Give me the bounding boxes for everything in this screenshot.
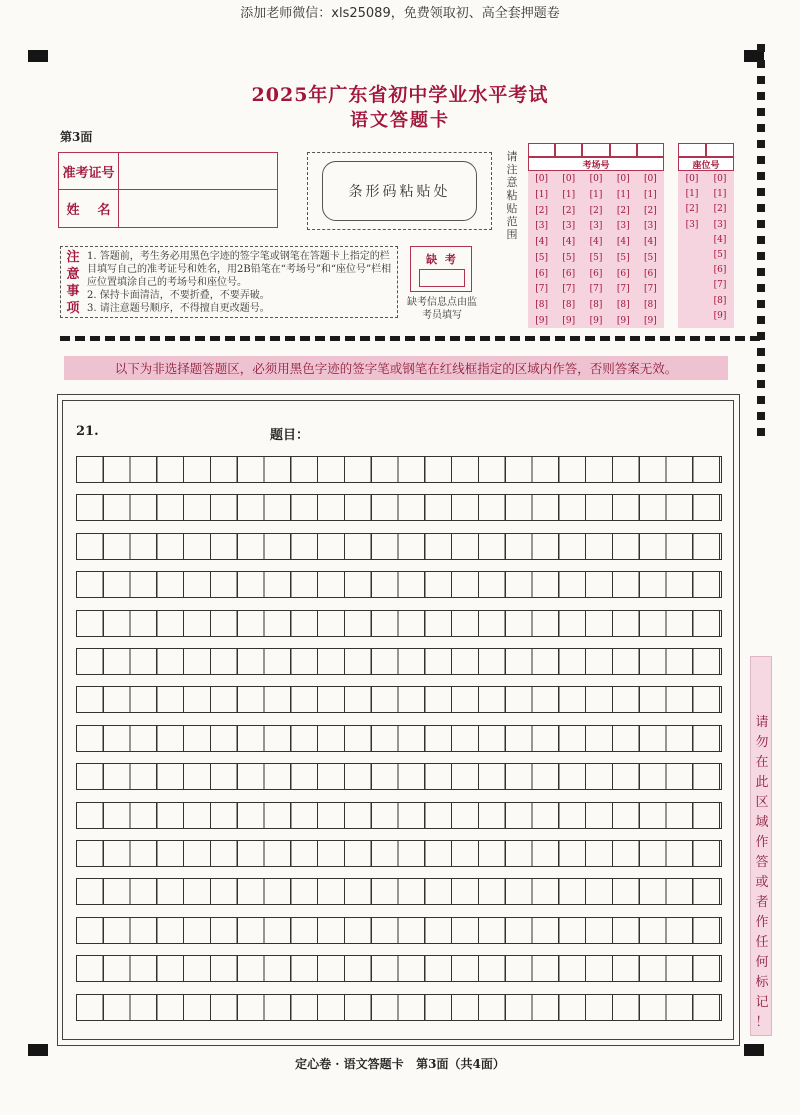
grid-row[interactable] bbox=[76, 763, 722, 790]
side-warning-char: 或 bbox=[755, 875, 769, 890]
grid-row[interactable] bbox=[76, 571, 722, 598]
digit-bubble[interactable]: [6] bbox=[562, 268, 576, 279]
timing-track-right bbox=[757, 44, 765, 444]
grid-row[interactable] bbox=[76, 840, 722, 867]
grid-row[interactable] bbox=[76, 456, 722, 483]
digit-bubble[interactable]: [1] bbox=[589, 189, 603, 200]
barcode-area bbox=[307, 152, 492, 230]
digit-bubble[interactable]: [7] bbox=[713, 280, 727, 291]
barcode-label: 条形码粘贴处 bbox=[322, 161, 477, 221]
digit-bubble[interactable]: [4] bbox=[616, 237, 630, 248]
digit-bubble[interactable]: [1] bbox=[685, 189, 699, 200]
digit-bubble[interactable]: [3] bbox=[685, 219, 699, 230]
grid-row[interactable] bbox=[76, 648, 722, 675]
digit-bubble[interactable]: [2] bbox=[644, 205, 657, 216]
digit-bubble[interactable]: [4] bbox=[535, 237, 548, 248]
question-number: 21. bbox=[76, 424, 99, 439]
side-warning-char: 此 bbox=[755, 775, 769, 790]
digit-bubble[interactable]: [9] bbox=[562, 315, 576, 326]
side-warning-char: 标 bbox=[755, 975, 769, 990]
digit-bubble[interactable]: [3] bbox=[589, 221, 603, 232]
name-label: 姓 名 bbox=[59, 190, 119, 227]
note-item: 2. 保持卡面清洁，不要折叠，不要弄破。 bbox=[87, 290, 270, 301]
timing-mark-top-left bbox=[28, 50, 48, 62]
digit-bubble[interactable]: [8] bbox=[562, 300, 576, 311]
digit-bubble[interactable]: [2] bbox=[589, 205, 603, 216]
exam-id-label: 准考证号 bbox=[59, 153, 119, 189]
notes-body bbox=[87, 250, 397, 315]
digit-bubble[interactable]: [7] bbox=[616, 284, 630, 295]
digit-bubble[interactable]: [9] bbox=[535, 315, 548, 326]
exam-id-row[interactable] bbox=[59, 153, 277, 190]
grid-row[interactable] bbox=[76, 955, 722, 982]
seat-no-top-cells bbox=[678, 143, 734, 157]
page-footer: 定心卷 · 语文答题卡 第3面（共4面） bbox=[295, 1057, 505, 1071]
id-table bbox=[58, 152, 278, 228]
exam-room-column[interactable] bbox=[528, 174, 555, 326]
digit-bubble[interactable]: [0] bbox=[589, 174, 603, 184]
digit-bubble[interactable]: [3] bbox=[644, 221, 657, 232]
exam-room-column[interactable] bbox=[555, 174, 582, 326]
grid-row[interactable] bbox=[76, 917, 722, 944]
digit-bubble[interactable]: [0] bbox=[644, 174, 657, 184]
side-warning-char: 者 bbox=[755, 895, 769, 910]
exam-room-bubbles[interactable] bbox=[528, 174, 664, 326]
exam-room-column[interactable] bbox=[637, 174, 664, 326]
digit-bubble[interactable]: [3] bbox=[562, 221, 576, 232]
exam-title: 2025年广东省初中学业水平考试 bbox=[251, 84, 549, 106]
absent-note: 缺考信息点由监考员填写 bbox=[407, 297, 477, 321]
digit-bubble[interactable]: [0] bbox=[562, 174, 576, 184]
grid-row[interactable] bbox=[76, 802, 722, 829]
digit-bubble[interactable]: [5] bbox=[562, 252, 576, 263]
side-warning-char: 域 bbox=[755, 815, 769, 830]
notes-box bbox=[60, 246, 398, 318]
digit-bubble[interactable]: [7] bbox=[644, 284, 657, 295]
digit-bubble[interactable]: [7] bbox=[562, 284, 576, 295]
seat-no-bubbles-col2[interactable] bbox=[708, 174, 732, 326]
side-warning-char: 何 bbox=[755, 955, 769, 970]
digit-bubble[interactable]: [8] bbox=[616, 300, 630, 311]
digit-bubble[interactable]: [6] bbox=[589, 268, 603, 279]
digit-bubble[interactable]: [5] bbox=[616, 252, 630, 263]
name-row[interactable] bbox=[59, 190, 277, 227]
exam-room-column[interactable] bbox=[582, 174, 609, 326]
digit-bubble[interactable]: [1] bbox=[616, 189, 630, 200]
digit-bubble[interactable]: [5] bbox=[644, 252, 657, 263]
digit-bubble[interactable]: [2] bbox=[685, 204, 699, 215]
side-warning-char: 任 bbox=[755, 935, 769, 950]
digit-bubble[interactable]: [1] bbox=[713, 189, 727, 200]
digit-bubble[interactable]: [2] bbox=[535, 205, 548, 216]
digit-bubble[interactable]: [0] bbox=[685, 174, 699, 184]
exam-room-top-cells bbox=[528, 143, 664, 157]
digit-bubble[interactable]: [6] bbox=[616, 268, 630, 279]
side-warning-char: 记 bbox=[755, 995, 769, 1010]
digit-bubble[interactable]: [7] bbox=[535, 284, 548, 295]
digit-bubble[interactable]: [5] bbox=[713, 249, 727, 260]
page-label: 第3面 bbox=[60, 130, 93, 144]
digit-bubble[interactable]: [8] bbox=[713, 295, 727, 306]
exam-room-column[interactable] bbox=[610, 174, 637, 326]
fill-range-label: 请 注 意 粘 贴 范 围 bbox=[506, 150, 518, 241]
note-item: 3. 请注意题号顺序，不得擅自更改题号。 bbox=[87, 303, 270, 314]
side-warning-char: ！ bbox=[755, 1015, 769, 1030]
grid-row[interactable] bbox=[76, 725, 722, 752]
side-warning-text bbox=[751, 713, 773, 1033]
digit-bubble[interactable]: [0] bbox=[535, 174, 548, 184]
digit-bubble[interactable]: [6] bbox=[644, 268, 657, 279]
digit-bubble[interactable]: [1] bbox=[644, 189, 657, 200]
side-warning-char: 请 bbox=[755, 715, 769, 730]
exam-subtitle: 语文答题卡 bbox=[350, 110, 450, 131]
digit-bubble[interactable]: [7] bbox=[589, 284, 603, 295]
absent-label: 缺 考 bbox=[426, 253, 456, 266]
grid-row[interactable] bbox=[76, 494, 722, 521]
side-warning-char: 作 bbox=[755, 835, 769, 850]
digit-bubble[interactable]: [6] bbox=[713, 265, 727, 276]
digit-bubble[interactable]: [0] bbox=[616, 174, 630, 184]
digit-bubble[interactable]: [1] bbox=[562, 189, 576, 200]
digit-bubble[interactable]: [5] bbox=[589, 252, 603, 263]
digit-bubble[interactable]: [0] bbox=[713, 174, 727, 184]
exam-room-label: 考场号 bbox=[528, 157, 664, 171]
digit-bubble[interactable]: [8] bbox=[644, 300, 657, 311]
digit-bubble[interactable]: [4] bbox=[589, 237, 603, 248]
side-warning-char: 勿 bbox=[755, 735, 769, 750]
grid-row[interactable] bbox=[76, 610, 722, 637]
digit-bubble[interactable]: [8] bbox=[535, 300, 548, 311]
absent-box bbox=[410, 246, 472, 292]
side-warning-char: 作 bbox=[755, 915, 769, 930]
no-write-zone bbox=[750, 656, 772, 1036]
section-divider bbox=[60, 336, 760, 341]
digit-bubble[interactable]: [3] bbox=[616, 221, 630, 232]
digit-bubble[interactable]: [2] bbox=[616, 205, 630, 216]
digit-bubble[interactable]: [4] bbox=[562, 237, 576, 248]
grid-row[interactable] bbox=[76, 686, 722, 713]
seat-no-bubbles-col1[interactable] bbox=[680, 174, 704, 326]
digit-bubble[interactable]: [4] bbox=[713, 234, 727, 245]
digit-bubble[interactable]: [5] bbox=[535, 252, 548, 263]
grid-row[interactable] bbox=[76, 878, 722, 905]
digit-bubble[interactable]: [9] bbox=[589, 315, 603, 326]
absent-fill-box[interactable] bbox=[419, 269, 465, 287]
digit-bubble[interactable]: [9] bbox=[644, 315, 657, 326]
digit-bubble[interactable]: [4] bbox=[644, 237, 657, 248]
digit-bubble[interactable]: [3] bbox=[535, 221, 548, 232]
grid-row[interactable] bbox=[76, 994, 722, 1021]
digit-bubble[interactable]: [3] bbox=[713, 219, 727, 230]
digit-bubble[interactable]: [9] bbox=[713, 310, 727, 321]
side-warning-char: 在 bbox=[755, 755, 769, 770]
digit-bubble[interactable]: [6] bbox=[535, 268, 548, 279]
note-item: 1. 答题前，考生务必用黑色字迹的签字笔或钢笔在答题卡上指定的栏目填写自己的准考证号和姓名，用2B铅笔在“考场号”和“座位号”栏相应位置填涂自己的考场号和座位号。 bbox=[87, 251, 392, 288]
digit-bubble[interactable]: [8] bbox=[589, 300, 603, 311]
digit-bubble[interactable]: [2] bbox=[562, 205, 576, 216]
digit-bubble[interactable]: [2] bbox=[713, 204, 727, 215]
digit-bubble[interactable]: [9] bbox=[616, 315, 630, 326]
grid-row[interactable] bbox=[76, 533, 722, 560]
notes-heading: 注 意 事 项 bbox=[66, 250, 80, 316]
answer-instruction-banner: 以下为非选择题答题区，必须用黑色字迹的签字笔或钢笔在红线框指定的区域内作答，否则答案无效。 bbox=[64, 356, 728, 380]
header-note: 添加老师微信：xls25089，免费领取初、高全套押题卷 bbox=[240, 6, 560, 21]
side-warning-char: 区 bbox=[755, 795, 769, 810]
digit-bubble[interactable]: [1] bbox=[535, 189, 548, 200]
side-warning-char: 答 bbox=[755, 855, 769, 870]
question-title-label[interactable]: 题目： bbox=[270, 428, 310, 443]
seat-no-label: 座位号 bbox=[678, 157, 734, 171]
